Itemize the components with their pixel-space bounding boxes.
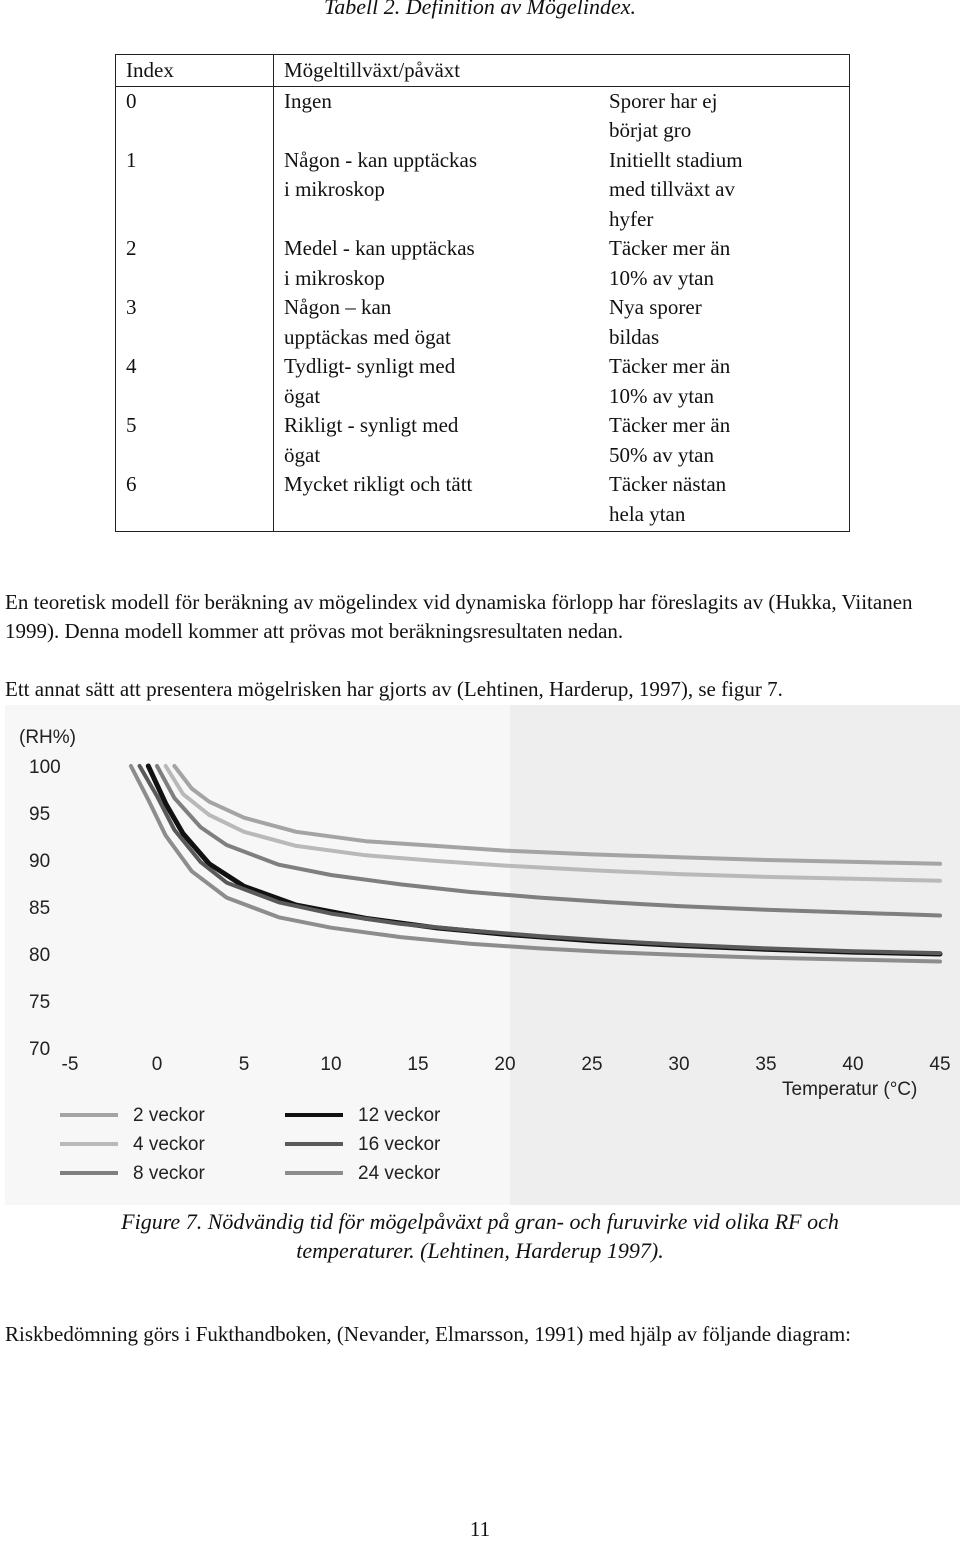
cell-description-line: Täcker mer än (609, 354, 731, 378)
table-row (116, 86, 850, 146)
cell-growth-line: Ingen (284, 88, 332, 113)
x-tick-label: 10 (320, 1054, 342, 1075)
header-growth: Mögeltillväxt/påväxt (274, 55, 600, 87)
table-row (116, 146, 850, 235)
cell-description (599, 293, 850, 352)
cell-growth-line: Tydligt- synligt med (284, 354, 456, 378)
cell-growth-line: ögat (284, 383, 321, 408)
figure-7 (5, 705, 960, 1205)
cell-growth-line: Mycket rikligt och tätt (284, 472, 473, 496)
cell-index: 1 (116, 146, 274, 235)
cell-growth-line: Någon – kan (284, 295, 392, 319)
cell-description (599, 470, 850, 532)
cell-growth (274, 86, 600, 146)
cell-description-line: Täcker mer än (609, 236, 731, 260)
cell-index: 3 (116, 293, 274, 352)
x-tick-label: 40 (842, 1054, 864, 1075)
x-tick-label: 25 (581, 1054, 603, 1075)
y-tick-label: 80 (29, 945, 51, 966)
table-caption: Tabell 2. Definition av Mögelindex. (323, 0, 637, 19)
paragraph-risk: Riskbedömning görs i Fukthandboken, (Nevander, Elmarsson, 1991) med hjälp av följande diagram: (5, 1322, 851, 1346)
cell-index: 5 (116, 411, 274, 470)
cell-description-line: 50% av ytan (609, 442, 714, 467)
table-row (116, 293, 850, 352)
figure-caption-line-2: temperaturer. (Lehtinen, Harderup 1997). (296, 1238, 664, 1263)
legend-label: 24 veckor (358, 1163, 441, 1184)
cell-description-line: 10% av ytan (609, 383, 714, 408)
cell-description-line: börjat gro (609, 118, 692, 142)
figure-caption-line-1: Figure 7. Nödvändig tid för mögelpåväxt på gran- och furuvirke vid olika RF och (121, 1209, 839, 1234)
mould-growth-chart (5, 705, 960, 1205)
x-axis-label: Temperatur (°C) (782, 1079, 918, 1100)
cell-growth (274, 411, 600, 470)
cell-growth-line: Någon - kan upptäckas (284, 147, 478, 172)
y-axis-label: (RH%) (19, 727, 76, 748)
cell-growth (274, 352, 600, 411)
figure-caption (0, 1207, 960, 1265)
x-tick-label: -5 (61, 1054, 79, 1075)
cell-description-line: Nya sporer (609, 295, 702, 319)
y-tick-label: 70 (29, 1039, 51, 1060)
table-header-row (116, 55, 850, 87)
table-row (116, 470, 850, 532)
mould-index-table (115, 54, 850, 532)
table-row (116, 234, 850, 293)
cell-description-line: Täcker nästan (609, 472, 727, 496)
cell-growth (274, 470, 600, 532)
cell-growth (274, 146, 600, 235)
x-tick-label: 35 (755, 1054, 777, 1075)
cell-growth-line: i mikroskop (284, 265, 385, 290)
x-tick-label: 45 (929, 1054, 951, 1075)
cell-growth-line: Medel - kan upptäckas (284, 236, 475, 260)
paragraph-model: En teoretisk modell för beräkning av mögelindex vid dynamiska förlopp har föreslagits av (Hukka, Viitanen 1999). Denna modell kommer att prövas mot beräkningsresultaten nedan. (5, 590, 913, 643)
y-tick-label: 100 (29, 757, 61, 778)
cell-description-line: hela ytan (609, 501, 686, 526)
table-row (116, 352, 850, 411)
table-row (116, 411, 850, 470)
cell-description-line: 10% av ytan (609, 265, 714, 290)
paragraph-presentation: Ett annat sätt att presentera mögelrisken har gjorts av (Lehtinen, Harderup, 1997), se figur 7. (5, 677, 783, 701)
header-index: Index (116, 55, 274, 87)
legend-label: 8 veckor (133, 1163, 205, 1184)
header-desc (599, 55, 850, 87)
cell-description-line: bildas (609, 324, 660, 349)
page-number: 11 (469, 1517, 491, 1541)
cell-description-line: Initiellt stadium (609, 147, 743, 172)
cell-growth (274, 293, 600, 352)
cell-description (599, 234, 850, 293)
cell-description (599, 146, 850, 235)
y-tick-label: 90 (29, 851, 51, 872)
cell-growth-line: upptäckas med ögat (284, 324, 451, 349)
x-tick-label: 0 (151, 1054, 163, 1075)
y-tick-label: 75 (29, 992, 51, 1013)
cell-description (599, 411, 850, 470)
y-tick-label: 95 (29, 804, 51, 825)
cell-index: 0 (116, 86, 274, 146)
cell-index: 6 (116, 470, 274, 532)
cell-description-line: Sporer har ej (609, 88, 718, 113)
cell-index: 4 (116, 352, 274, 411)
cell-description (599, 352, 850, 411)
legend-label: 16 veckor (358, 1134, 441, 1155)
cell-index: 2 (116, 234, 274, 293)
x-tick-label: 5 (238, 1054, 250, 1075)
cell-description-line: hyfer (609, 206, 654, 231)
cell-growth-line: ögat (284, 442, 321, 467)
legend-label: 4 veckor (133, 1134, 205, 1155)
cell-description-line: Täcker mer än (609, 413, 731, 437)
legend-label: 12 veckor (358, 1105, 441, 1126)
cell-growth (274, 234, 600, 293)
cell-growth-line: i mikroskop (284, 177, 385, 201)
x-tick-label: 20 (494, 1054, 516, 1075)
cell-description-line: med tillväxt av (609, 177, 735, 201)
cell-growth-line: Rikligt - synligt med (284, 413, 459, 437)
legend-label: 2 veckor (133, 1105, 205, 1126)
y-tick-label: 85 (29, 898, 51, 919)
cell-description (599, 86, 850, 146)
x-tick-label: 15 (407, 1054, 429, 1075)
x-tick-label: 30 (668, 1054, 690, 1075)
